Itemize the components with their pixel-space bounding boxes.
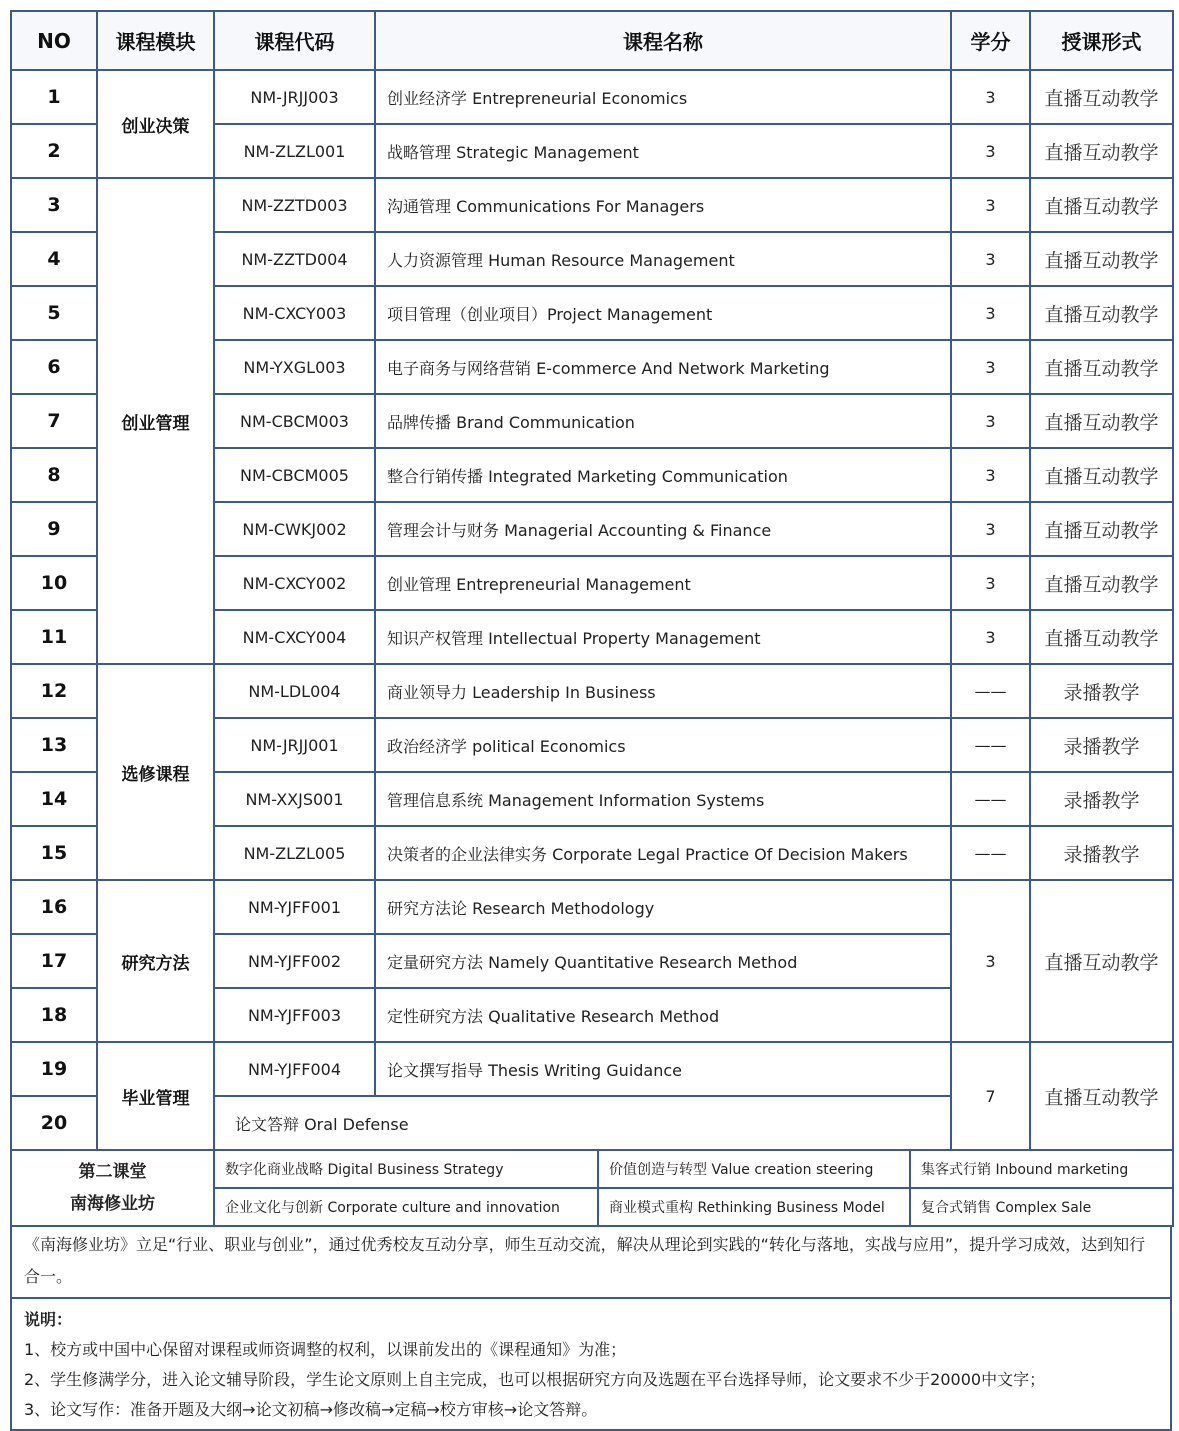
course-code: NM-CXCY004 bbox=[214, 610, 375, 664]
module-cell: 选修课程 bbox=[97, 664, 214, 880]
row-no: 15 bbox=[11, 826, 97, 880]
table-row bbox=[11, 178, 1173, 232]
course-code: NM-ZLZL001 bbox=[214, 124, 375, 178]
course-credit: 3 bbox=[951, 556, 1030, 610]
course-code: NM-ZZTD003 bbox=[214, 178, 375, 232]
header-module: 课程模块 bbox=[97, 11, 214, 70]
note-item: 2、学生修满学分，进入论文辅导阶段，学生论文原则上自主完成，也可以根据研究方向及选题在平台选择导师，论文要求不少于20000中文字； bbox=[24, 1370, 1046, 1389]
row-no: 7 bbox=[11, 394, 97, 448]
course-name: 人力资源管理 Human Resource Management bbox=[375, 232, 951, 286]
course-name: 项目管理（创业项目）Project Management bbox=[375, 286, 951, 340]
course-code: NM-YJFF002 bbox=[214, 934, 375, 988]
row-no: 11 bbox=[11, 610, 97, 664]
course-credit: 3 bbox=[951, 502, 1030, 556]
course-format: 直播互动教学 bbox=[1030, 178, 1173, 232]
row-no: 14 bbox=[11, 772, 97, 826]
course-format: 直播互动教学 bbox=[1030, 1042, 1173, 1150]
course-format: 直播互动教学 bbox=[1030, 394, 1173, 448]
course-format: 直播互动教学 bbox=[1030, 556, 1173, 610]
note-item: 1、校方或中国中心保留对课程或师资调整的权利，以课前发出的《课程通知》为准； bbox=[24, 1340, 627, 1359]
header-code: 课程代码 bbox=[214, 11, 375, 70]
second-classroom-item: 复合式销售 Complex Sale bbox=[910, 1188, 1173, 1226]
header-no: NO bbox=[11, 11, 97, 70]
course-code: NM-JRJJ003 bbox=[214, 70, 375, 124]
course-code: NM-ZZTD004 bbox=[214, 232, 375, 286]
course-format: 直播互动教学 bbox=[1030, 448, 1173, 502]
course-name: 政治经济学 political Economics bbox=[375, 718, 951, 772]
course-code: NM-CBCM003 bbox=[214, 394, 375, 448]
module-cell: 创业管理 bbox=[97, 178, 214, 664]
table-row bbox=[11, 664, 1173, 718]
course-code: NM-LDL004 bbox=[214, 664, 375, 718]
description-box: 《南海修业坊》立足“行业、职业与创业”，通过优秀校友互动分享，师生互动交流，解决从理论到实践的“转化与落地，实战与应用”，提升学习成效，达到知行合一。 bbox=[10, 1227, 1172, 1299]
notes-box bbox=[10, 1299, 1172, 1431]
course-code: NM-XXJS001 bbox=[214, 772, 375, 826]
second-classroom-label-line2: 南海修业坊 bbox=[70, 1194, 155, 1214]
module-cell: 研究方法 bbox=[97, 880, 214, 1042]
notes-title: 说明： bbox=[24, 1310, 73, 1329]
row-no: 13 bbox=[11, 718, 97, 772]
course-name: 创业管理 Entrepreneurial Management bbox=[375, 556, 951, 610]
header-credit: 学分 bbox=[951, 11, 1030, 70]
course-name: 沟通管理 Communications For Managers bbox=[375, 178, 951, 232]
course-code: NM-CXCY002 bbox=[214, 556, 375, 610]
row-no: 12 bbox=[11, 664, 97, 718]
row-no: 18 bbox=[11, 988, 97, 1042]
course-format: 录播教学 bbox=[1030, 664, 1173, 718]
row-no: 17 bbox=[11, 934, 97, 988]
course-name: 定性研究方法 Qualitative Research Method bbox=[375, 988, 951, 1042]
course-credit: 3 bbox=[951, 178, 1030, 232]
header-name: 课程名称 bbox=[375, 11, 951, 70]
course-credit: —— bbox=[951, 826, 1030, 880]
course-name: 管理信息系统 Management Information Systems bbox=[375, 772, 951, 826]
second-classroom-label-line1: 第二课堂 bbox=[78, 1162, 147, 1182]
row-no: 4 bbox=[11, 232, 97, 286]
note-item: 3、论文写作：准备开题及大纲→论文初稿→修改稿→定稿→校方审核→论文答辩。 bbox=[24, 1400, 598, 1419]
course-name: 品牌传播 Brand Communication bbox=[375, 394, 951, 448]
second-classroom-item: 集客式行销 Inbound marketing bbox=[910, 1150, 1173, 1188]
course-format: 直播互动教学 bbox=[1030, 232, 1173, 286]
row-no: 1 bbox=[11, 70, 97, 124]
course-code: NM-YJFF001 bbox=[214, 880, 375, 934]
table-row bbox=[11, 1150, 1173, 1188]
course-name: 知识产权管理 Intellectual Property Management bbox=[375, 610, 951, 664]
course-table bbox=[10, 10, 1174, 1151]
row-no: 9 bbox=[11, 502, 97, 556]
module-cell: 毕业管理 bbox=[97, 1042, 214, 1150]
header-row bbox=[11, 11, 1173, 70]
course-credit: 7 bbox=[951, 1042, 1030, 1150]
course-credit: —— bbox=[951, 772, 1030, 826]
course-name: 论文答辩 Oral Defense bbox=[214, 1096, 951, 1150]
course-credit: —— bbox=[951, 664, 1030, 718]
course-code: NM-YXGL003 bbox=[214, 340, 375, 394]
course-name: 决策者的企业法律实务 Corporate Legal Practice Of Decision Makers bbox=[375, 826, 951, 880]
course-name: 电子商务与网络营销 E-commerce And Network Marketing bbox=[375, 340, 951, 394]
course-credit: 3 bbox=[951, 70, 1030, 124]
course-name: 创业经济学 Entrepreneurial Economics bbox=[375, 70, 951, 124]
second-classroom-item: 商业模式重构 Rethinking Business Model bbox=[598, 1188, 910, 1226]
course-format: 直播互动教学 bbox=[1030, 124, 1173, 178]
course-name: 商业领导力 Leadership In Business bbox=[375, 664, 951, 718]
course-code: NM-ZLZL005 bbox=[214, 826, 375, 880]
course-credit: 3 bbox=[951, 610, 1030, 664]
course-name: 战略管理 Strategic Management bbox=[375, 124, 951, 178]
course-code: NM-YJFF003 bbox=[214, 988, 375, 1042]
course-code: NM-CWKJ002 bbox=[214, 502, 375, 556]
course-name: 管理会计与财务 Managerial Accounting & Finance bbox=[375, 502, 951, 556]
course-format: 直播互动教学 bbox=[1030, 70, 1173, 124]
course-name: 论文撰写指导 Thesis Writing Guidance bbox=[375, 1042, 951, 1096]
second-classroom-label bbox=[11, 1150, 214, 1226]
course-code: NM-CBCM005 bbox=[214, 448, 375, 502]
course-credit: —— bbox=[951, 718, 1030, 772]
course-code: NM-YJFF004 bbox=[214, 1042, 375, 1096]
row-no: 10 bbox=[11, 556, 97, 610]
second-classroom-item: 数字化商业战略 Digital Business Strategy bbox=[214, 1150, 598, 1188]
course-format: 录播教学 bbox=[1030, 772, 1173, 826]
row-no: 2 bbox=[11, 124, 97, 178]
row-no: 3 bbox=[11, 178, 97, 232]
module-cell: 创业决策 bbox=[97, 70, 214, 178]
course-name: 整合行销传播 Integrated Marketing Communication bbox=[375, 448, 951, 502]
course-format: 直播互动教学 bbox=[1030, 340, 1173, 394]
header-format: 授课形式 bbox=[1030, 11, 1173, 70]
course-credit: 3 bbox=[951, 394, 1030, 448]
course-format: 直播互动教学 bbox=[1030, 610, 1173, 664]
course-code: NM-CXCY003 bbox=[214, 286, 375, 340]
row-no: 5 bbox=[11, 286, 97, 340]
course-credit: 3 bbox=[951, 340, 1030, 394]
row-no: 16 bbox=[11, 880, 97, 934]
second-classroom-table bbox=[10, 1149, 1174, 1227]
course-credit: 3 bbox=[951, 880, 1030, 1042]
second-classroom-item: 价值创造与转型 Value creation steering bbox=[598, 1150, 910, 1188]
course-format: 录播教学 bbox=[1030, 718, 1173, 772]
course-name: 研究方法论 Research Methodology bbox=[375, 880, 951, 934]
second-classroom-item: 企业文化与创新 Corporate culture and innovation bbox=[214, 1188, 598, 1226]
course-credit: 3 bbox=[951, 232, 1030, 286]
row-no: 6 bbox=[11, 340, 97, 394]
course-credit: 3 bbox=[951, 286, 1030, 340]
row-no: 19 bbox=[11, 1042, 97, 1096]
course-code: NM-JRJJ001 bbox=[214, 718, 375, 772]
course-format: 直播互动教学 bbox=[1030, 502, 1173, 556]
course-format: 直播互动教学 bbox=[1030, 286, 1173, 340]
course-document bbox=[10, 10, 1172, 1431]
row-no: 20 bbox=[11, 1096, 97, 1150]
course-credit: 3 bbox=[951, 124, 1030, 178]
table-row bbox=[11, 1042, 1173, 1096]
course-name: 定量研究方法 Namely Quantitative Research Method bbox=[375, 934, 951, 988]
table-row bbox=[11, 880, 1173, 934]
course-format: 录播教学 bbox=[1030, 826, 1173, 880]
table-row bbox=[11, 70, 1173, 124]
row-no: 8 bbox=[11, 448, 97, 502]
course-format: 直播互动教学 bbox=[1030, 880, 1173, 1042]
course-credit: 3 bbox=[951, 448, 1030, 502]
